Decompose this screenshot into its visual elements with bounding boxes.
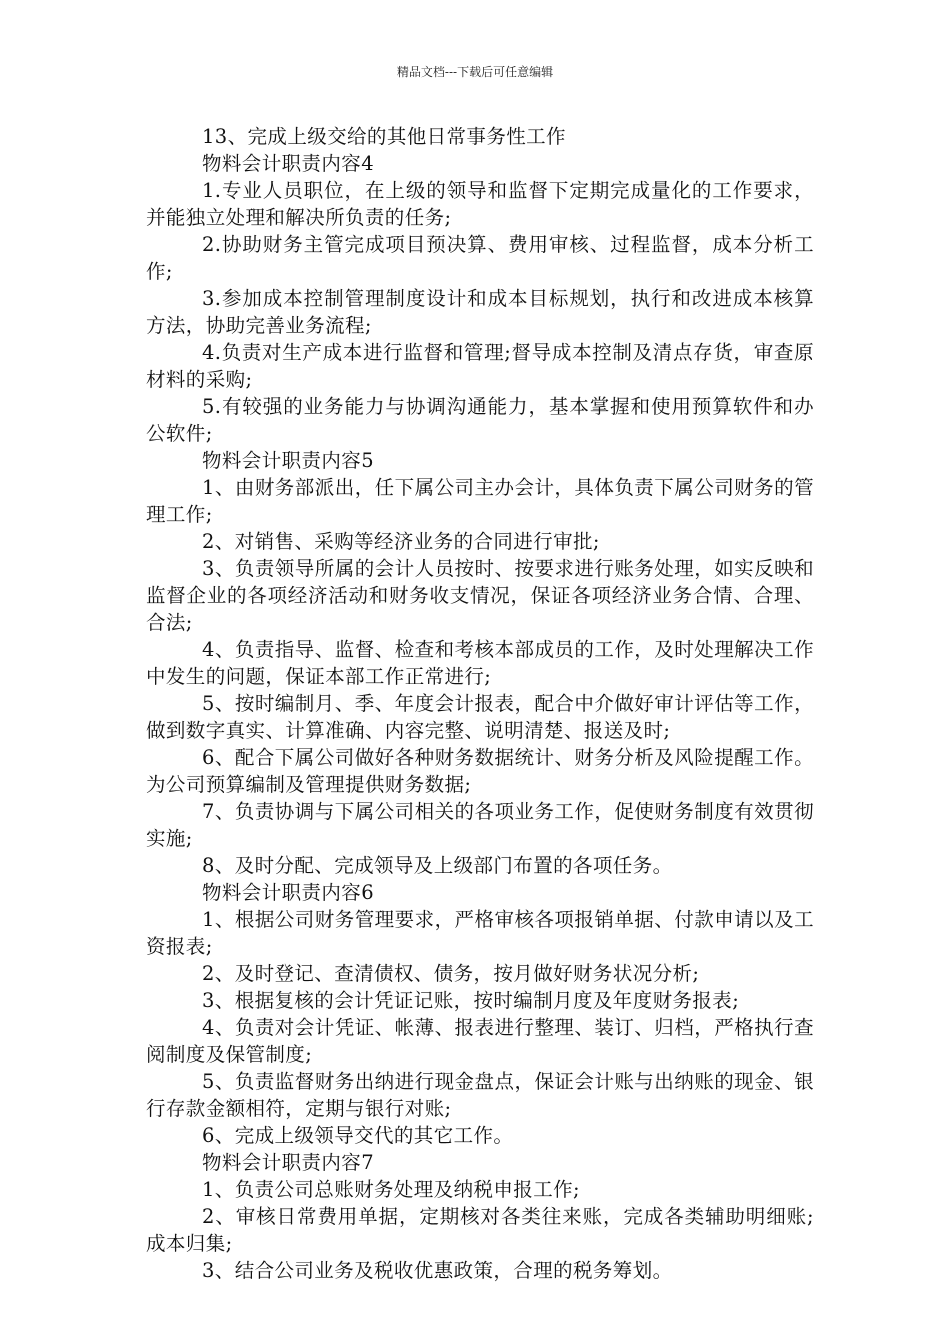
paragraph-5-2: 2、对销售、采购等经济业务的合同进行审批; <box>202 530 600 553</box>
paragraph-4-3: 3.参加成本控制管理制度设计和成本目标规划，执行和改进成本核算方法，协助完善业务流程; <box>146 287 814 337</box>
section-heading-5: 物料会计职责内容5 <box>202 449 375 472</box>
paragraph-4-2: 2.协助财务主管完成项目预决算、费用审核、过程监督，成本分析工作; <box>146 233 814 283</box>
paragraph-5-5: 5、按时编制月、季、年度会计报表，配合中介做好审计评估等工作，做到数字真实、计算准确、内容完整、说明清楚、报送及时; <box>146 692 814 742</box>
paragraph-6-3: 3、根据复核的会计凭证记账，按时编制月度及年度财务报表; <box>202 989 740 1012</box>
paragraph-6-5: 5、负责监督财务出纳进行现金盘点，保证会计账与出纳账的现金、银行存款金额相符，定期与银行对账; <box>146 1070 814 1120</box>
paragraph-4-4: 4.负责对生产成本进行监督和管理;督导成本控制及清点存货，审查原材料的采购; <box>146 341 814 391</box>
paragraph-5-3: 3、负责领导所属的会计人员按时、按要求进行账务处理，如实反映和监督企业的各项经济活动和财务收支情况，保证各项经济业务合情、合理、合法; <box>146 557 814 634</box>
paragraph-5-6: 6、配合下属公司做好各种财务数据统计、财务分析及风险提醒工作。为公司预算编制及管理提供财务数据; <box>146 746 814 796</box>
paragraph-5-1: 1、由财务部派出，任下属公司主办会计，具体负责下属公司财务的管理工作; <box>146 476 814 526</box>
section-heading-4: 物料会计职责内容4 <box>202 152 375 175</box>
paragraph-6-6: 6、完成上级领导交代的其它工作。 <box>202 1124 514 1147</box>
page-header: 精品文档---下载后可任意编辑 <box>396 65 554 79</box>
paragraph-4-1: 1.专业人员职位，在上级的领导和监督下定期完成量化的工作要求，并能独立处理和解决所负责的任务; <box>146 179 814 229</box>
paragraph-item-13: 13、完成上级交给的其他日常事务性工作 <box>202 125 566 148</box>
paragraph-5-7: 7、负责协调与下属公司相关的各项业务工作，促使财务制度有效贯彻实施; <box>146 800 814 850</box>
paragraph-4-5: 5.有较强的业务能力与协调沟通能力，基本掌握和使用预算软件和办公软件; <box>146 395 814 445</box>
paragraph-6-2: 2、及时登记、查清债权、债务，按月做好财务状况分析; <box>202 962 700 985</box>
paragraph-7-2: 2、审核日常费用单据，定期核对各类往来账，完成各类辅助明细账;成本归集; <box>146 1205 814 1255</box>
paragraph-7-3: 3、结合公司业务及税收优惠政策，合理的税务筹划。 <box>202 1259 673 1282</box>
paragraph-6-4: 4、负责对会计凭证、帐薄、报表进行整理、装订、归档，严格执行查阅制度及保管制度; <box>146 1016 814 1066</box>
paragraph-5-8: 8、及时分配、完成领导及上级部门布置的各项任务。 <box>202 854 673 877</box>
paragraph-7-1: 1、负责公司总账财务处理及纳税申报工作; <box>202 1178 580 1201</box>
section-heading-6: 物料会计职责内容6 <box>202 881 375 904</box>
section-heading-7: 物料会计职责内容7 <box>202 1151 375 1174</box>
document-body <box>146 123 814 1284</box>
paragraph-5-4: 4、负责指导、监督、检查和考核本部成员的工作，及时处理解决工作中发生的问题，保证本部工作正常进行; <box>146 638 814 688</box>
paragraph-6-1: 1、根据公司财务管理要求，严格审核各项报销单据、付款申请以及工资报表; <box>146 908 814 958</box>
